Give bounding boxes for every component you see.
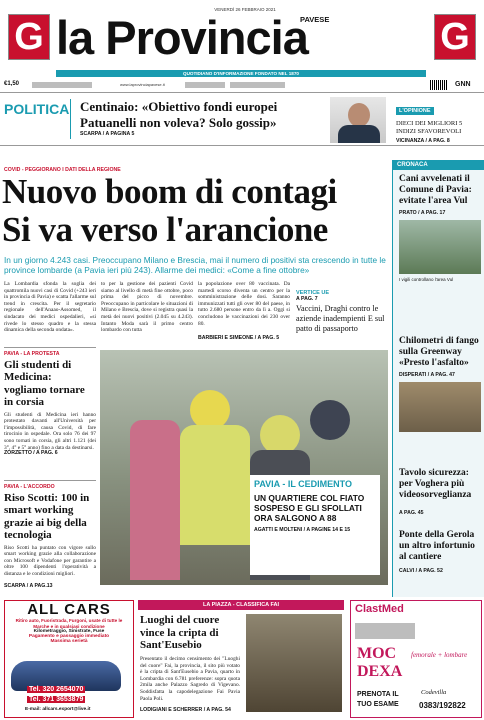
piazza-byline: LODIGIANI E SCHERRER / A PAG. 54	[140, 707, 231, 713]
scotti-text: Riso Scotti ha puntato con vigore sullo smart working grazie alla collaborazione con Microsoft e Vodafone per garantire a oltre 100 dipendenti l'operatività a distanza e le condizioni migliori.	[4, 544, 96, 577]
cronaca-label: CRONACA	[393, 160, 484, 170]
cronaca-item2-byline: DISPERATI / A PAG. 47	[399, 372, 455, 378]
info-strip	[0, 80, 484, 93]
vertice-label: VERTICE UE	[296, 290, 330, 296]
cronaca-item1-byline: PRATO / A PAG. 17	[399, 210, 446, 216]
clastmed-title: ClastMed	[355, 603, 404, 615]
clastmed-ad	[350, 600, 482, 718]
clastmed-moc: MOC	[357, 645, 397, 662]
lead-col-3: la popolazione over 80 vaccinata. Da martedì scorso diventa un centro per la somministrazione delle dosi. Saranno immunizzati tutti gli over 80 del paese, in tutto 2.680 persone entro da lì a. Oggi si concludono le vaccinazioni dei 230 over 80. BARBIERI E SIMEONE / A PAG. 5	[198, 281, 290, 341]
allcars-text3: Pagamento e passaggio immediato	[28, 634, 110, 640]
studenti-article	[4, 347, 96, 478]
studenti-byline: ZORZETTO / A PAG. 6	[4, 449, 58, 456]
allcars-email: E-mail: allcars.export@live.it	[25, 707, 91, 712]
studenti-text: Gli studenti di Medicina ieri hanno protestato davanti all'Università per l'impossibilità, causa Covid, di fare tirocinio in ospedale. Ora solo 76 dei 97 sono tornati in corsia, gli altri 1.121 (dei 3°, 4° e 5° anno) fino a data da destinarsi.	[4, 411, 96, 450]
price: €1,50	[4, 81, 20, 87]
lead-col-1: La Lombardia sfonda la soglia dei quattromila nuovi casi di Covid (+243 ieri in provincia di Pavia) e scatta l'allarme sul trend in crescita. Per il segretario regionale dell'Anaao-Assomed, il sindacato dei medici ospedalieri, «si rivede lo stesso quadro e la stessa dinamica della seconda ondata».	[4, 281, 96, 334]
piazza-photo	[246, 614, 342, 712]
clastmed-dexa: DEXA	[357, 663, 403, 680]
cronaca-item1-photo	[399, 220, 481, 274]
website: www.laprovinciapavese.it	[120, 82, 165, 87]
studenti-headline: Gli studenti di Medicina: vogliamo tornare in corsia	[4, 359, 85, 409]
vertice-headline: Vaccini, Draghi contro le aziende inadempienti E sul patto di passaporto	[296, 304, 385, 333]
scotti-headline: Riso Scotti: 100 in smart working grazie ai big della tecnologia	[4, 492, 90, 542]
clastmed-femorale: femorale + lombare	[411, 651, 468, 659]
opinione-label: L'OPINIONE	[396, 107, 434, 115]
lead-headline-1: Nuovo boom di contagi	[2, 172, 337, 211]
politica-headline-2: Patuanelli non voleva? Solo gossip»	[80, 115, 277, 130]
lead-headline-2: Si va verso l'arancione	[2, 210, 328, 249]
politica-label: POLITICA	[4, 101, 70, 117]
scotti-article	[4, 480, 96, 596]
politica-headline-1: Centinaio: «Obiettivo fondi europei	[80, 99, 278, 114]
cronaca-item1-caption: I vigili controllano l'area Vul	[399, 277, 454, 282]
allcars-text1: Ritiro auto, Fuoristrada, Furgoni, usate di tutte le Marche e in qualsiasi condizione	[15, 618, 123, 629]
info-text-placeholder-2	[185, 82, 225, 88]
masthead	[0, 0, 484, 68]
piazza-text: Presentato il decimo censimento dei "Luoghi del cuore" Fai, la provincia, il sito più votato è la cripta di Sant'Eusebio a Pavia, quarto in Lombardia con 6.781 preferenze: sopra quota 2mila anche Palazzo Sagredo di Vigevano. Soddisfatta la capodelegazione Fai Pavia Paola Poli.	[140, 656, 240, 702]
cronaca-item2-headline: Chilometri di fango sulla Greenway «Presto l'asfalto»	[399, 336, 479, 368]
vertice-box	[296, 290, 388, 345]
clastmed-info-placeholder	[355, 623, 415, 639]
cronaca-item1-headline: Cani avvelenati il Comune di Pavia: evitate l'area Vul	[399, 174, 472, 206]
cronaca-item4-byline: CALVI / A PAG. 52	[399, 568, 443, 574]
vertice-page: A PAG. 7	[296, 296, 318, 302]
photo-kicker: PAVIA - IL CEDIMENTO	[254, 479, 353, 489]
masthead-date: VENERDÌ 26 FEBBRAIO 2021	[214, 7, 276, 12]
logo-left: G	[8, 14, 50, 60]
politica-divider	[70, 99, 71, 139]
clastmed-prenota2: TUO ESAME	[357, 701, 399, 708]
cronaca-item3-page: A PAG. 45	[399, 510, 424, 516]
logo-right: G	[434, 14, 476, 60]
clastmed-city: Codevilla	[421, 689, 447, 696]
opinione-byline: VICINANZA / A PAG. 8	[396, 138, 450, 144]
piazza-headline: Luoghi del cuore vince la cripta di Sant'Eusebio	[140, 614, 220, 651]
barcode-icon	[430, 80, 448, 90]
lead-col-2: to per la gestione dei pazienti Covid siamo al livello di metà fine ottobre, poco prima del picco di novembre. Preoccupano in particolare le situazioni di Milano e Brescia, dove si registra quasi la metà dei nuovi positivi (2.045 su 4.243). Intanto Moda sarà il primo centro lombardo con tutta	[101, 281, 193, 334]
politica-band	[0, 95, 484, 146]
politica-photo	[330, 97, 386, 143]
opinione-text: DIECI DEI MIGLIORI 5 INDIZI SFAVOREVOLI	[396, 120, 463, 135]
tagline: QUOTIDIANO D'INFORMAZIONE FONDATO NEL 1870	[183, 71, 299, 76]
gnn-logo: GNN	[455, 81, 471, 88]
tagline-bar	[56, 70, 426, 77]
allcars-ad	[4, 600, 134, 718]
lead-summary: In un giorno 4.243 casi. Preoccupano Milano e Brescia, mai il numero di positivi sta crescendo in tutte le province lombarde (a Pavia ieri più 243). Allarme dei medici: «Come a fine ottobre»	[4, 255, 386, 276]
info-text-placeholder-3	[230, 82, 285, 88]
allcars-text4: Massima serietà	[50, 639, 88, 645]
cronaca-item2-photo	[399, 382, 481, 432]
clastmed-prenota1: PRENOTA IL	[357, 691, 399, 698]
cronaca-item3-headline: Tavolo sicurezza: per Voghera più videosorveglianza	[399, 468, 472, 500]
masthead-title: la Provincia	[56, 11, 308, 64]
scotti-byline: SCARPA / A PAG.13	[4, 582, 53, 589]
allcars-title: ALL CARS	[27, 601, 111, 618]
scotti-kicker: PAVIA - L'ACCORDO	[4, 484, 55, 490]
studenti-kicker: PAVIA - LA PROTESTA	[4, 351, 60, 357]
allcars-phone2: Tel. 371 3653879	[29, 696, 84, 703]
info-text-placeholder	[32, 82, 92, 88]
allcars-text2: Kilometraggio, Sinistrate, Fuse	[33, 629, 105, 635]
cronaca-sidebar	[392, 160, 484, 597]
cronaca-item4-headline: Ponte della Gerola un altro infortunio al cantiere	[399, 530, 475, 562]
photo-byline: AGATTI E MOLTENI / A PAGINE 14 E 15	[254, 527, 351, 533]
masthead-pavese: PAVESE	[300, 15, 330, 24]
opinione-box	[396, 99, 480, 144]
photo-headline: UN QUARTIERE COL FIATO SOSPESO E GLI SFOLLATI ORA SALGONO A 88	[254, 493, 365, 523]
photo-caption-box	[250, 475, 380, 575]
piazza-label: LA PIAZZA - CLASSIFICA FAI	[138, 600, 344, 610]
piazza-article	[138, 600, 344, 716]
clastmed-phone: 0383/192822	[419, 701, 466, 710]
politica-byline: SCARPA / A PAGINA 5	[80, 131, 135, 137]
lead-kicker: COVID - PEGGIORANO I DATI DELLA REGIONE	[4, 167, 121, 173]
allcars-phone1: Tel. 320 2654070	[29, 686, 84, 693]
